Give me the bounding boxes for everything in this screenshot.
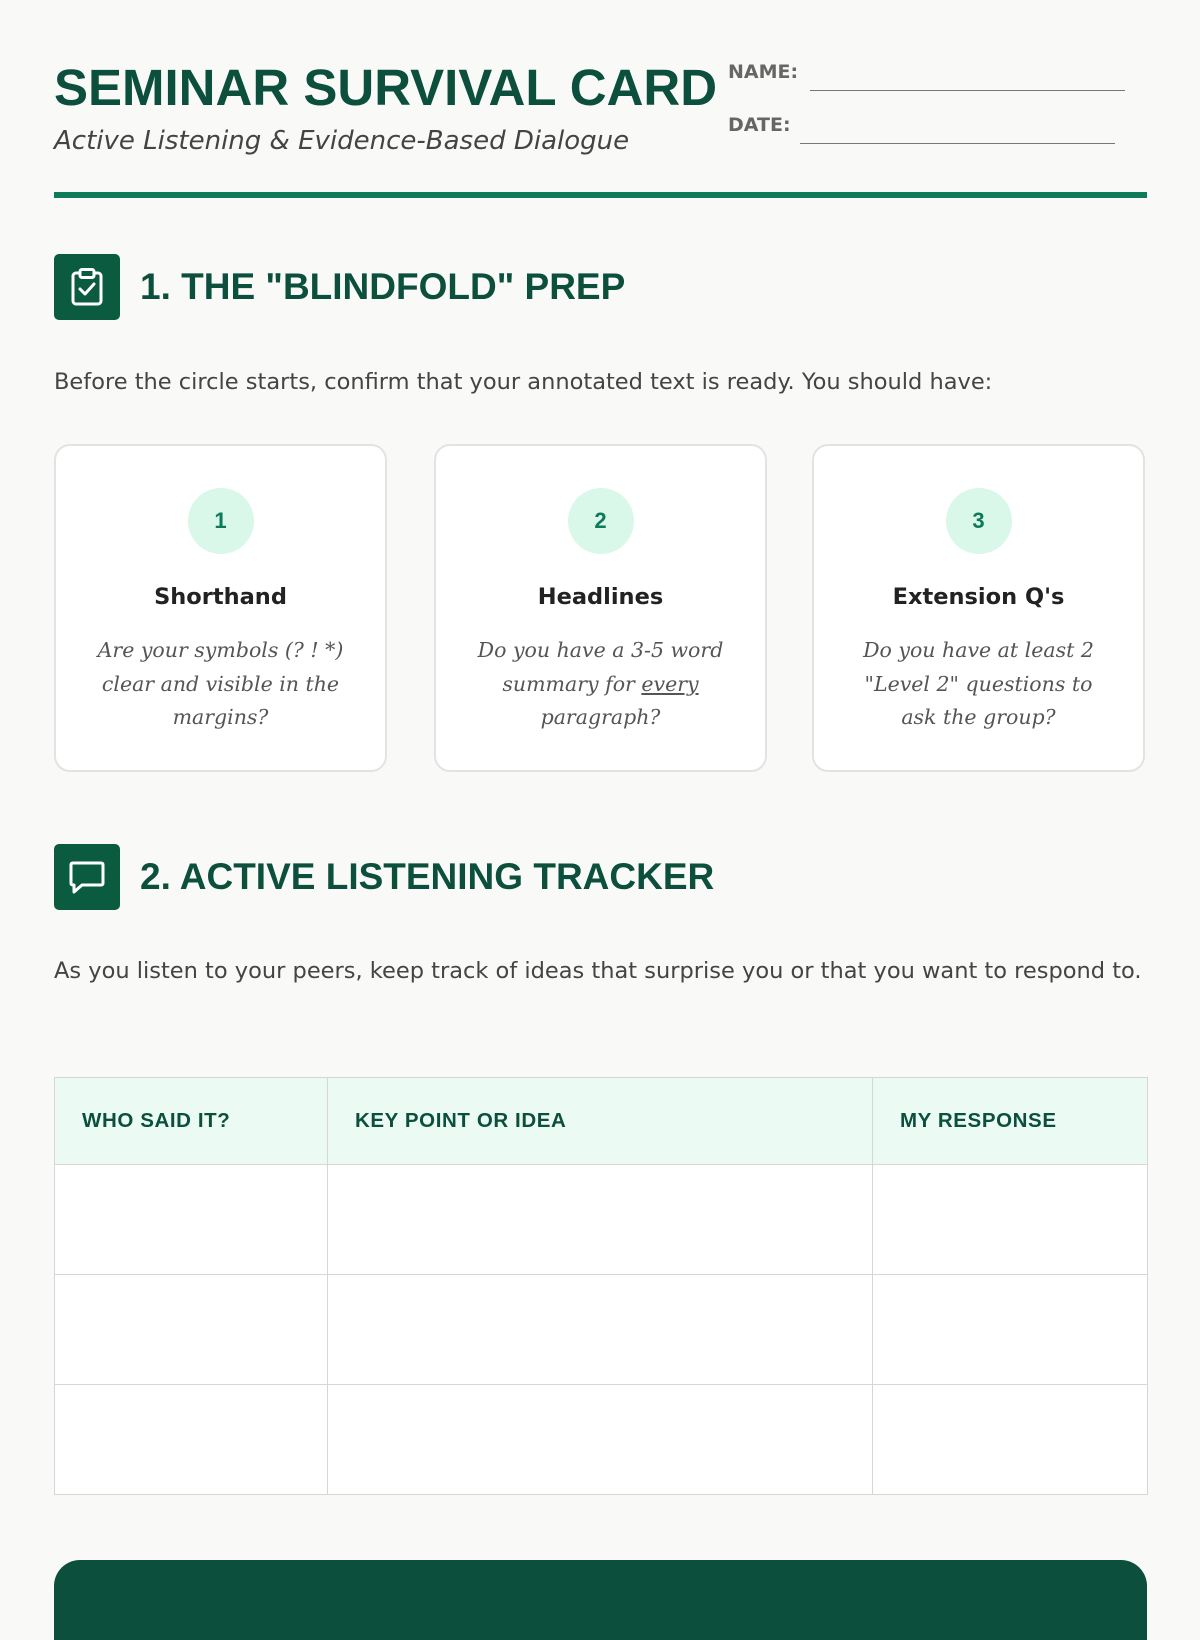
section-2-heading: [54, 844, 714, 910]
card-description: Are your symbols (? ! *) clear and visible in the margins?: [97, 638, 344, 729]
section-1-title: 1. THE "BLINDFOLD" PREP: [140, 266, 626, 307]
key-point-cell[interactable]: [328, 1165, 873, 1275]
section-1-heading: [54, 254, 625, 320]
who-cell[interactable]: [55, 1275, 328, 1385]
section-1-intro: Before the circle starts, confirm that your annotated text is ready. You should have:: [54, 369, 993, 395]
table-header-row: [55, 1078, 1148, 1165]
header-divider: [54, 192, 1147, 198]
card-title: Headlines: [537, 584, 664, 610]
clipboard-check-icon: [54, 254, 120, 320]
prep-card-headlines: [434, 444, 767, 772]
name-label: NAME:: [728, 61, 799, 83]
who-cell[interactable]: [55, 1165, 328, 1275]
page-subtitle: Active Listening & Evidence-Based Dialogue: [54, 126, 630, 156]
column-header-key-point: KEY POINT OR IDEA: [328, 1078, 873, 1165]
footer-banner: [54, 1560, 1147, 1640]
prep-card-extension-questions: [812, 444, 1145, 772]
survival-card-page: [54, 0, 1147, 1132]
table-row: [55, 1275, 1148, 1385]
name-field[interactable]: [810, 90, 1125, 91]
page-title: SEMINAR SURVIVAL CARD: [54, 59, 718, 116]
key-point-cell[interactable]: [328, 1275, 873, 1385]
listening-tracker-table: [54, 1077, 1148, 1495]
card-description: Do you have a 3-5 word summary for every paragraph?: [477, 638, 724, 729]
response-cell[interactable]: [873, 1165, 1148, 1275]
step-badge: 2: [568, 488, 634, 554]
header: [54, 0, 1147, 200]
prep-checklist: [54, 444, 1147, 776]
column-header-who: WHO SAID IT?: [55, 1078, 328, 1165]
step-badge: 3: [946, 488, 1012, 554]
key-point-cell[interactable]: [328, 1385, 873, 1495]
section-2-title: 2. ACTIVE LISTENING TRACKER: [140, 856, 715, 897]
prep-card-shorthand: [54, 444, 387, 772]
section-2-intro: As you listen to your peers, keep track of ideas that surprise you or that you want to respond to.: [54, 958, 1142, 984]
card-description: Do you have at least 2 "Level 2" questions to ask the group?: [863, 638, 1094, 729]
emphasis-text: every: [641, 671, 699, 696]
date-field[interactable]: [800, 143, 1115, 144]
response-cell[interactable]: [873, 1275, 1148, 1385]
response-cell[interactable]: [873, 1385, 1148, 1495]
column-header-response: MY RESPONSE: [873, 1078, 1148, 1165]
table-row: [55, 1385, 1148, 1495]
card-title: Extension Q's: [892, 584, 1065, 610]
date-label: DATE:: [728, 114, 791, 136]
who-cell[interactable]: [55, 1385, 328, 1495]
speech-bubble-icon: [54, 844, 120, 910]
step-badge: 1: [188, 488, 254, 554]
table-row: [55, 1165, 1148, 1275]
card-title: Shorthand: [154, 584, 287, 610]
